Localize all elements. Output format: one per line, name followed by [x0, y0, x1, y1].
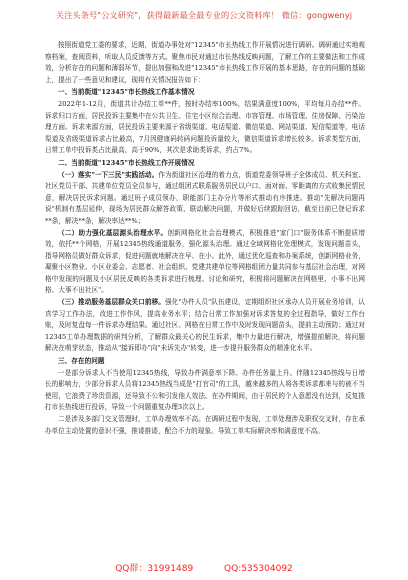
paragraph-text: 创新网格化社会治理模式，积极推进"家门口"服务体系不断提质增效，依托**个网格，开展12345热线通道服务，强化源头治理。通过全域网格化处理模式，发现问题苗头，指导网格员做好群众诉求，促进问题就地解决在早、在小。此外，通过优化巡查和办案系统，创新网格业务，凝聚小区物业、小区业委会、志愿者、社会组织、党建共建单位等网格组团力量共同参与基层社会治理，对网格中发现的问题及小区居民反映的各类诉求进行梳理、讨论和研究，积极将问题解决在网格里、小事不出网格、大事不出社区"。 — [45, 228, 365, 295]
paragraph-text: 按照街道党工委的要求，近期，街道办事处对"12345"市长热线工作开展情况进行调研。调研通过实地观察档案，查阅资料，听取人员反馈等方式。聚焦市民对通过市长热线反映问题，了解工作的主要做法和工作成效，分析存在的问题和薄弱环节，提出加强和改进"12345"市长热线工作开展的基本思路，存在的问题的基础上，提出了一些意见和建议，现将有关情况报告如下： — [45, 41, 365, 84]
paragraph-text: 二、当前街道"12345"市长热线工作开展情况 — [58, 158, 195, 167]
paragraph-text: 2022年1-12月，街道共计办结工单**件，按时办结率100%，结果满意度100%，平均每月办结**件。诉求归口方面，居民投诉主要集中在公共卫生、住宅小区综合治理、市容管理、市场管理、住房保障、污染治理方面。诉求来源方面，居民投诉主要来源于省级渠道、电话渠道、微信渠道、网站渠道、短信渠道等，电话渠道及省级渠道诉求占比最高，7月因健康码转码问题投诉量较大，微信渠道诉求增长较多。诉求类型方面，日常工单中投诉类占比最高，高于90%，其次是求助类诉求，约占7%。 — [45, 99, 365, 155]
section-heading — [45, 87, 365, 99]
subsection-lead: （一）落实"一下三民"实践活动。 — [58, 170, 159, 179]
body-paragraph — [45, 40, 365, 86]
body-paragraph — [45, 99, 365, 157]
paragraph-text: 一、当前街道"12345"市长热线工作基本情况 — [58, 88, 195, 97]
document-body — [45, 40, 365, 437]
subsection-lead: （二）助力强化基层源头治理水平。 — [58, 228, 168, 237]
footer-qq-group: QQ群：31991489 — [115, 564, 194, 574]
body-paragraph — [45, 228, 365, 298]
paragraph-text: 三、存在的问题 — [58, 357, 105, 366]
body-paragraph — [45, 297, 365, 355]
header-banner: 关注头条号"公文研究"，获得最新最全最专业的公文资料库！ 微信：gongwenyj — [55, 10, 353, 20]
footer-qq: QQ:535304092 — [224, 564, 293, 574]
body-paragraph — [45, 414, 365, 437]
paragraph-text: 一是部分诉求人不当使用12345热线，导致办件满意率下降。办件任务量上升。伴随12345热线与日增长的影响力，少部分诉求人员将12345热线当成是"打官司"的工具，越来越多的人将各类诉求都来与的被不当使用，它浪费了珍贵资源，还导致不公和引发他人效法。在办件期间，由于居民的个人意愿没有达到，反复拨打市长热线进行投诉，导致一个问题重复办理3次以上。 — [45, 368, 365, 412]
body-paragraph — [45, 170, 365, 228]
paragraph-text: 强化"办件人员"队伍建设，定期组织社区承办人员开展业务培训，认真学习工作办法，改进工作作风，提高业务水平；结合日常工作加强对诉求答复的全过程指导，做好工作台账，及时复盘每一件诉求办理结果。通过社区、网格在日常工作中及时发现问题苗头，提前主动预防；通过对12345工单办理数据的研判分析，了解群众最关心的民生诉求，集中力量进行解决，增强提前解决，将问题解决在萌芽状态，推动从"接诉即办"向"未诉先办"转变，进一步提升服务群众的精准化水平。 — [45, 298, 365, 353]
paragraph-text: 作为街道社区治理的着力点，街道党委领导班子全体成员、机关科室、社区党员干部、共建单位党员全员参与，通过组团式联系服务居民以户口、面对面、零距离的方式收集民情民意，解决居民诉求问题。通过班子成员领办，职能部门主办分片等形式推动有序推进。推动"先解决问题再说"机制有基层延伸，现场为居民群众解答政策、联动解决问题，并做好后续跟踪回访，截至目前已登记诉求**条，解决**条，解决率达**%； — [45, 170, 365, 225]
footer-contacts — [0, 561, 408, 574]
subsection-lead: （三）推动服务基层群众关口前移。 — [58, 298, 165, 307]
section-heading — [45, 158, 365, 170]
body-paragraph — [45, 368, 365, 414]
paragraph-text: 二是涉及多部门交叉管理时，工单办理效率不高。在调研过程中发现，工单处理涉及职权交叉时，存在承办单位主动处置的意识不强，推诿推诿，配合不力的现象。导致工单实际解决率和满意度不高。 — [45, 415, 365, 435]
section-heading — [45, 356, 365, 368]
